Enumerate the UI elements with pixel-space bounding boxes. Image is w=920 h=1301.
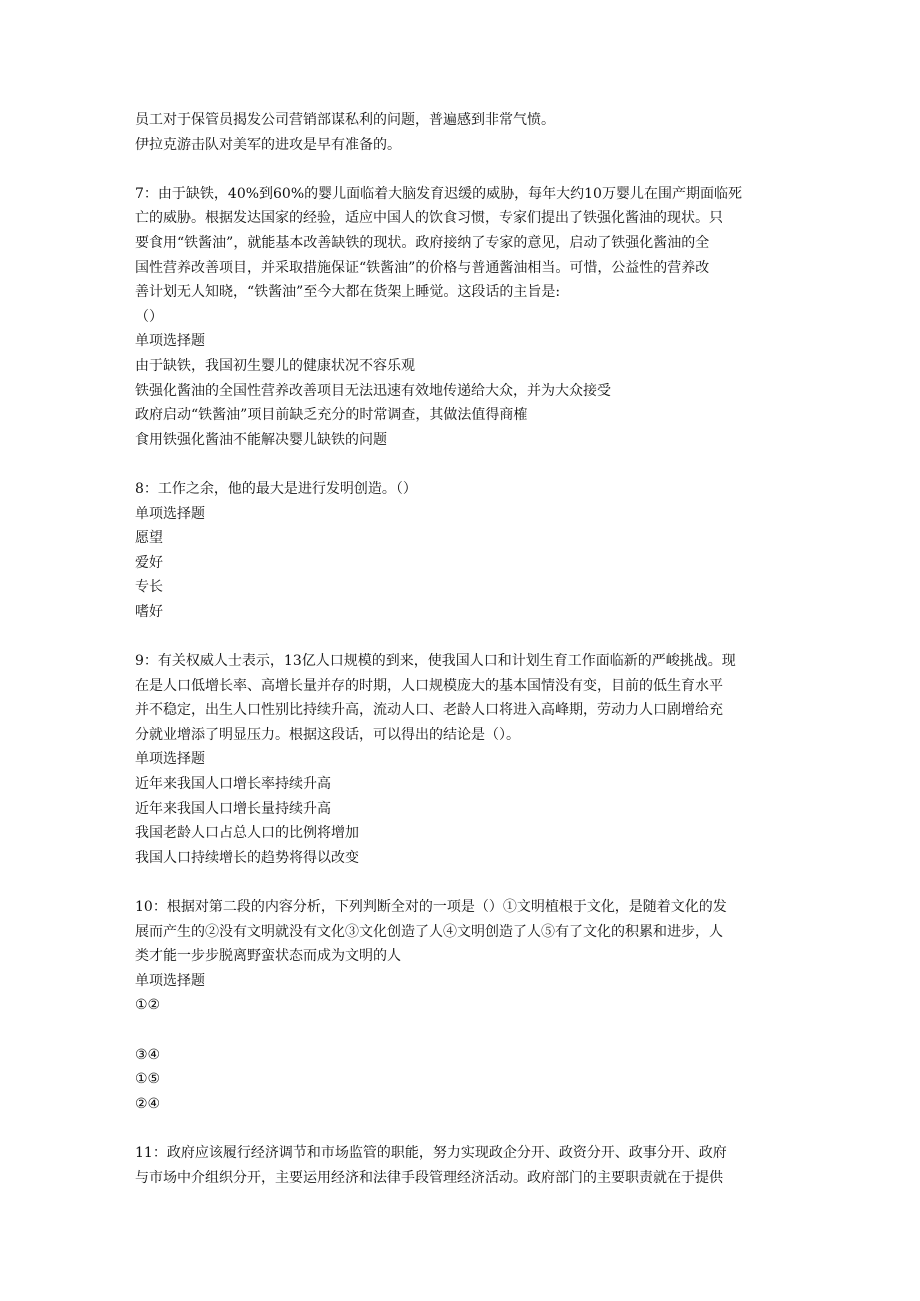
question-stem-line: 亡的威胁。根据发达国家的经验，适应中国人的饮食习惯，专家们提出了铁强化酱油的现状。只 [135, 210, 723, 227]
question-11 [135, 1141, 787, 1190]
answer-option: 食用铁强化酱油不能解决婴儿缺铁的问题 [135, 431, 387, 448]
question-stem-line: 在是人口低增长率、高增长量并存的时期，人口规模庞大的基本国情没有变，目前的低生育水平 [135, 677, 723, 694]
question-stem-line: 要食用“铁酱油”，就能基本改善缺铁的现状。政府接纳了专家的意见，启动了铁强化酱油的全 [135, 234, 710, 251]
previous-question-tail [135, 108, 787, 157]
question-stem-line: 分就业增添了明显压力。根据这段话，可以得出的结论是（）。 [135, 726, 520, 743]
question-stem-line: （） [135, 308, 163, 325]
answer-option: ③④ [135, 1046, 161, 1063]
question-type-label: 单项选择题 [135, 505, 205, 522]
text-line: 员工对于保管员揭发公司营销部谋私利的问题，普遍感到非常气愤。 [135, 112, 555, 128]
question-stem-line: 国性营养改善项目，并采取措施保证“铁酱油”的价格与普通酱油相当。可惜，公益性的营养改 [135, 259, 710, 276]
answer-option: 我国人口持续增长的趋势将得以改变 [135, 849, 359, 866]
question-9 [135, 649, 787, 870]
question-7 [135, 182, 787, 453]
spacer [135, 624, 787, 649]
question-10 [135, 895, 787, 1116]
answer-option: 铁强化酱油的全国性营养改善项目无法迅速有效地传递给大众，并为大众接受 [135, 382, 611, 399]
answer-option: 我国老龄人口占总人口的比例将增加 [135, 825, 359, 842]
question-type-label: 单项选择题 [135, 751, 205, 768]
question-stem-line: 善计划无人知晓，“铁酱油”至今大都在货架上睡觉。这段话的主旨是: [135, 284, 561, 301]
answer-option: 近年来我国人口增长率持续升高 [135, 776, 331, 793]
answer-option: 愿望 [135, 530, 163, 547]
question-stem-line: 9：有关权威人士表示，13亿人口规模的到来，使我国人口和计划生育工作面临新的严峻挑战。现 [135, 653, 736, 670]
question-stem-line: 展而产生的②没有文明就没有文化③文化创造了人④文明创造了人⑤有了文化的积累和进步，人 [135, 923, 723, 940]
spacer [135, 870, 787, 895]
spacer [135, 157, 787, 182]
answer-option: ①⑤ [135, 1071, 161, 1088]
document-body [135, 108, 787, 1190]
answer-option: ①② [135, 997, 161, 1014]
answer-option: 专长 [135, 579, 163, 596]
question-stem-line: 11：政府应该履行经济调节和市场监管的职能，努力实现政企分开、政资分开、政事分开、政府 [135, 1144, 727, 1161]
answer-option: 近年来我国人口增长量持续升高 [135, 800, 331, 817]
spacer [135, 1116, 787, 1141]
question-8 [135, 477, 787, 625]
spacer [135, 1018, 787, 1043]
question-stem-line: 8：工作之余，他的最大是进行发明创造。（） [135, 480, 417, 497]
answer-option: 嗜好 [135, 603, 163, 620]
question-stem-line: 并不稳定，出生人口性别比持续升高，流动人口、老龄人口将进入高峰期，劳动力人口剧增给充 [135, 702, 723, 719]
answer-option: 由于缺铁，我国初生婴儿的健康状况不容乐观 [135, 357, 415, 374]
answer-option: 爱好 [135, 554, 163, 571]
question-stem-line: 与市场中介组织分开，主要运用经济和法律手段管理经济活动。政府部门的主要职责就在于提供 [135, 1169, 723, 1186]
text-line: 伊拉克游击队对美军的进攻是早有准备的。 [135, 136, 401, 153]
question-stem-line: 类才能一步步脱离野蛮状态而成为文明的人 [135, 948, 401, 965]
question-stem-line: 7：由于缺铁，40%到60%的婴儿面临着大脑发育迟缓的威胁，每年大约10万婴儿在围产期面临死 [135, 185, 742, 202]
answer-option: 政府启动“铁酱油”项目前缺乏充分的时常调查，其做法值得商榷 [135, 407, 528, 424]
question-type-label: 单项选择题 [135, 972, 205, 989]
question-stem-line: 10：根据对第二段的内容分析，下列判断全对的一项是（）①文明植根于文化，是随着文化的发 [135, 899, 727, 915]
question-type-label: 单项选择题 [135, 333, 205, 350]
spacer [135, 452, 787, 477]
answer-option: ②④ [135, 1095, 161, 1112]
